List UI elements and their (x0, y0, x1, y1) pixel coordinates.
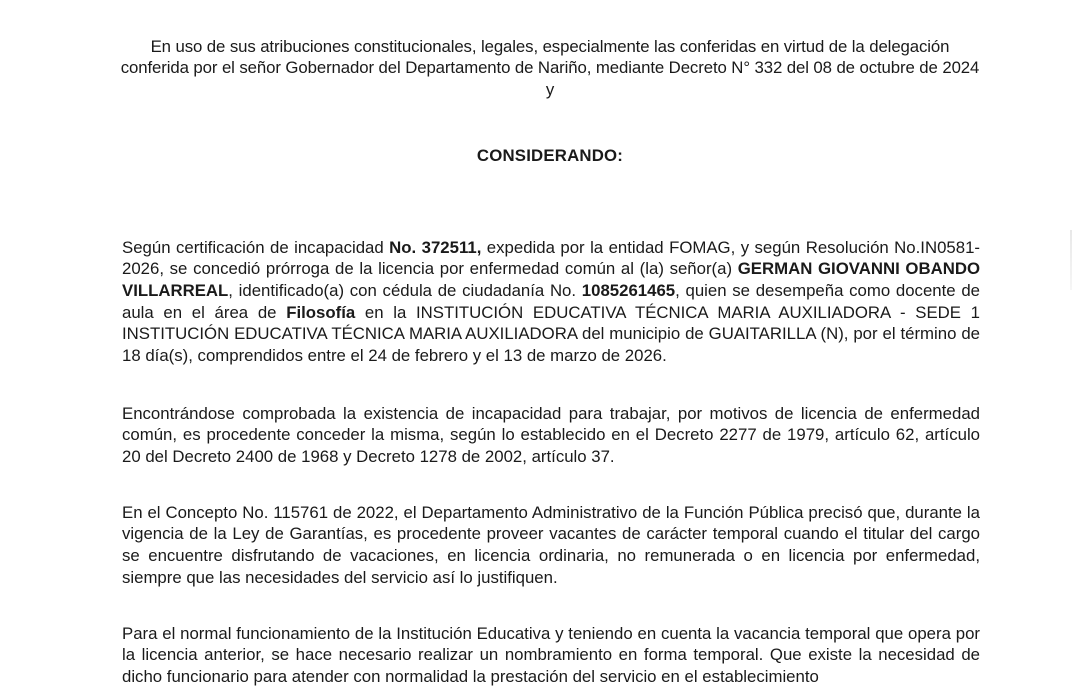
employee-name: GERMAN GIOVANNI OBANDO VILLARREAL (122, 259, 980, 300)
p1-text-2: expedida por la entidad FOMAG, y según Resolución No.IN0581-2026, se concedió prórroga de la licencia por enfermedad común al (la) señor(a) (122, 237, 980, 279)
p1-text-4: , quien se desempeña como docente de aula en el área de (122, 280, 980, 322)
considerando-heading: CONSIDERANDO: (476, 146, 624, 165)
paragraph-funcion-publica-concept: En el Concepto No. 115761 de 2022, el Departamento Administrativo de la Función Pública precisó que, durante la vigencia de la Ley de Garantías, es procedente proveer vacantes de carácter temporal cuando el titular del cargo se encuentre disfrutando de vacaciones, en licencia ordinaria, no remunerada o en licencia por enfermedad, siempre que las necesidades del servicio así lo justifiquen. (122, 502, 980, 587)
paragraph-incapacity-certification (122, 237, 980, 367)
id-number: 1085261465 (581, 280, 676, 300)
p1-text-5: en la INSTITUCIÓN EDUCATIVA TÉCNICA MARIA AUXILIADORA - SEDE 1 INSTITUCIÓN EDUCATIVA TÉCNICA MARIA AUXILIADORA del municipio de GUAITARILLA (N), por el término de 18 día(s), comprendidos entre el 24 de febrero y el 13 de marzo de 2026. (122, 302, 980, 365)
subject-area: Filosofía (286, 302, 356, 322)
scan-artifact (1070, 230, 1072, 290)
paragraph-legal-basis: Encontrándose comprobada la existencia de incapacidad para trabajar, por motivos de licencia de enfermedad común, es procedente conceder la misma, según lo establecido en el Decreto 2277 de 1979, artículo 62, artículo 20 del Decreto 2400 de 1968 y Decreto 1278 de 2002, artículo 37. (122, 403, 980, 466)
intro-paragraph: En uso de sus atribuciones constitucionales, legales, especialmente las conferidas en virtud de la delegación conferida por el señor Gobernador del Departamento de Nariño, mediante Decreto N° 332 del 08 de octubre de 2024 y (120, 36, 980, 99)
certificate-number: No. 372511, (389, 237, 482, 257)
p1-text-1: Según certificación de incapacidad (122, 237, 390, 257)
paragraph-temporary-appointment: Para el normal funcionamiento de la Institución Educativa y teniendo en cuenta la vacancia temporal que opera por la licencia anterior, se hace necesario realizar un nombramiento en forma temporal. Que existe la necesidad de dicho funcionario para atender con normalidad la prestación del servicio en el establecimiento (122, 623, 980, 686)
p1-text-3: , identificado(a) con cédula de ciudadanía No. (228, 280, 582, 300)
